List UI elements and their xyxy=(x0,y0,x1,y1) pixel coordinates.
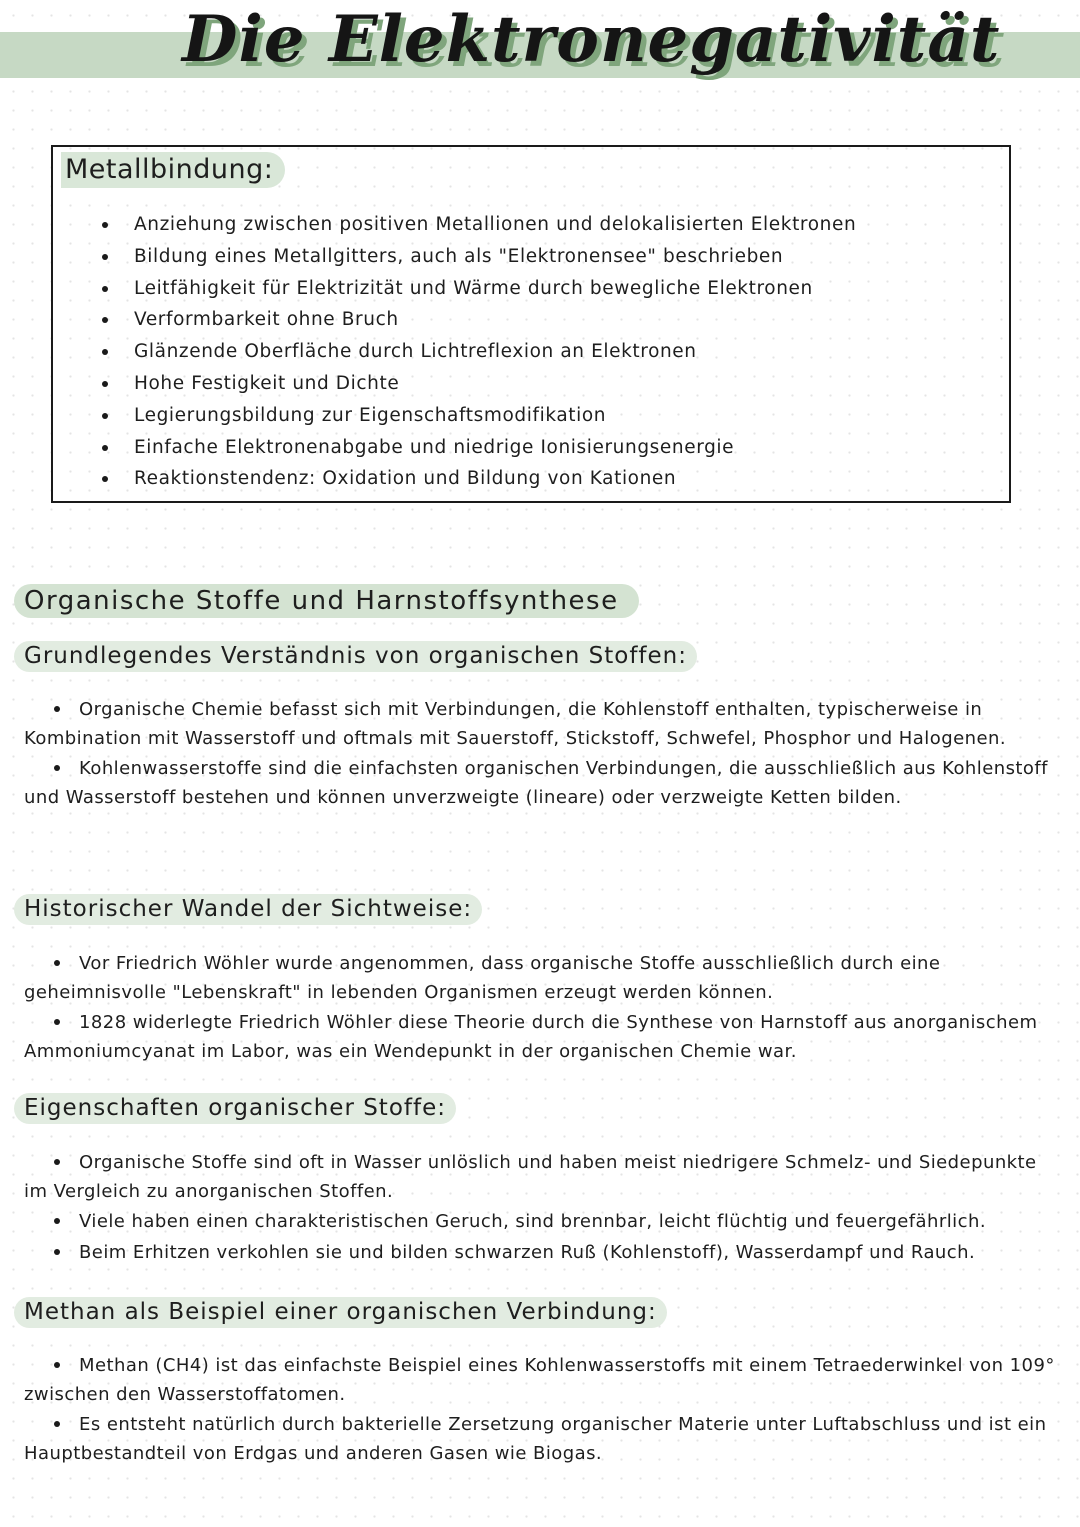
subheading-historischer-wandel: Historischer Wandel der Sichtweise: xyxy=(14,894,482,925)
list-item: Bildung eines Metallgitters, auch als "Elektronensee" beschrieben xyxy=(101,241,856,273)
section-title-organic: Organische Stoffe und Harnstoffsynthese xyxy=(14,584,639,618)
list-item: Anziehung zwischen positiven Metallionen und delokalisierten Elektronen xyxy=(101,209,856,241)
paragraphs-eigenschaften xyxy=(24,1149,1064,1270)
list-item: Verformbarkeit ohne Bruch xyxy=(101,304,856,336)
subheading-eigenschaften: Eigenschaften organischer Stoffe: xyxy=(14,1093,456,1124)
bullet-paragraph: 1828 widerlegte Friedrich Wöhler diese Theorie durch die Synthese von Harnstoff aus anorganischem Ammoniumcyanat im Labor, was ein Wendepunkt in der organischen Chemie war. xyxy=(24,1012,1038,1063)
bullet-icon xyxy=(54,1362,60,1368)
paragraphs-grundlegendes xyxy=(24,696,1064,815)
bullet-icon xyxy=(54,1249,60,1255)
bullet-icon xyxy=(54,960,60,966)
list-item: Glänzende Oberfläche durch Lichtreflexion an Elektronen xyxy=(101,336,856,368)
list-item: Leitfähigkeit für Elektrizität und Wärme durch bewegliche Elektronen xyxy=(101,273,856,305)
list-item: Reaktionstendenz: Oxidation und Bildung von Kationen xyxy=(101,463,856,495)
bullet-paragraph: Kohlenwasserstoffe sind die einfachsten organischen Verbindungen, die ausschließlich aus Kohlenstoff und Wasserstoff bestehen und können unverzweigte (lineare) oder verzweigte Ketten bilden. xyxy=(24,758,1048,809)
bullet-icon xyxy=(54,1159,60,1165)
bullet-icon xyxy=(54,706,60,712)
bullet-paragraph: Es entsteht natürlich durch bakterielle Zersetzung organischer Materie unter Luftabschluss und ist ein Hauptbestandteil von Erdgas und anderen Gasen wie Biogas. xyxy=(24,1414,1047,1465)
bullet-paragraph: Beim Erhitzen verkohlen sie und bilden schwarzen Ruß (Kohlenstoff), Wasserdampf und Rauch. xyxy=(24,1239,1064,1268)
subheading-methan: Methan als Beispiel einer organischen Verbindung: xyxy=(14,1297,667,1328)
metallbindung-heading: Metallbindung: xyxy=(61,152,285,188)
bullet-paragraph: Methan (CH4) ist das einfachste Beispiel eines Kohlenwasserstoffs mit einem Tetraederwinkel von 109° zwischen den Wasserstoffatomen. xyxy=(24,1355,1055,1405)
bullet-paragraph: Organische Stoffe sind oft in Wasser unlöslich und haben meist niedrigere Schmelz- und Siedepunkte im Vergleich zu anorganischen Stoffen. xyxy=(24,1152,1037,1202)
bullet-paragraph: Vor Friedrich Wöhler wurde angenommen, dass organische Stoffe ausschließlich durch eine geheimnisvolle "Lebenskraft" in lebenden Organismen erzeugt werden können. xyxy=(24,953,941,1003)
bullet-paragraph: Viele haben einen charakteristischen Geruch, sind brennbar, leicht flüchtig und feuergefährlich. xyxy=(24,1208,1064,1237)
metallbindung-list xyxy=(101,209,856,495)
bullet-icon xyxy=(54,1019,60,1025)
list-item: Legierungsbildung zur Eigenschaftsmodifikation xyxy=(101,400,856,432)
list-item: Einfache Elektronenabgabe und niedrige Ionisierungsenergie xyxy=(101,432,856,464)
subheading-grundlegendes: Grundlegendes Verständnis von organischen Stoffen: xyxy=(14,641,697,672)
bullet-paragraph: Organische Chemie befasst sich mit Verbindungen, die Kohlenstoff enthalten, typischerweise in Kombination mit Wasserstoff und oftmals mit Sauerstoff, Stickstoff, Schwefel, Phosphor und Halogenen. xyxy=(24,699,1007,749)
bullet-icon xyxy=(54,1218,60,1224)
list-item: Hohe Festigkeit und Dichte xyxy=(101,368,856,400)
paragraphs-historischer-wandel xyxy=(24,950,1064,1069)
paragraphs-methan xyxy=(24,1352,1064,1471)
metallbindung-box xyxy=(51,145,1011,503)
bullet-icon xyxy=(54,765,60,771)
bullet-icon xyxy=(54,1421,60,1427)
page-title: Die Elektronegativität xyxy=(182,2,1001,77)
